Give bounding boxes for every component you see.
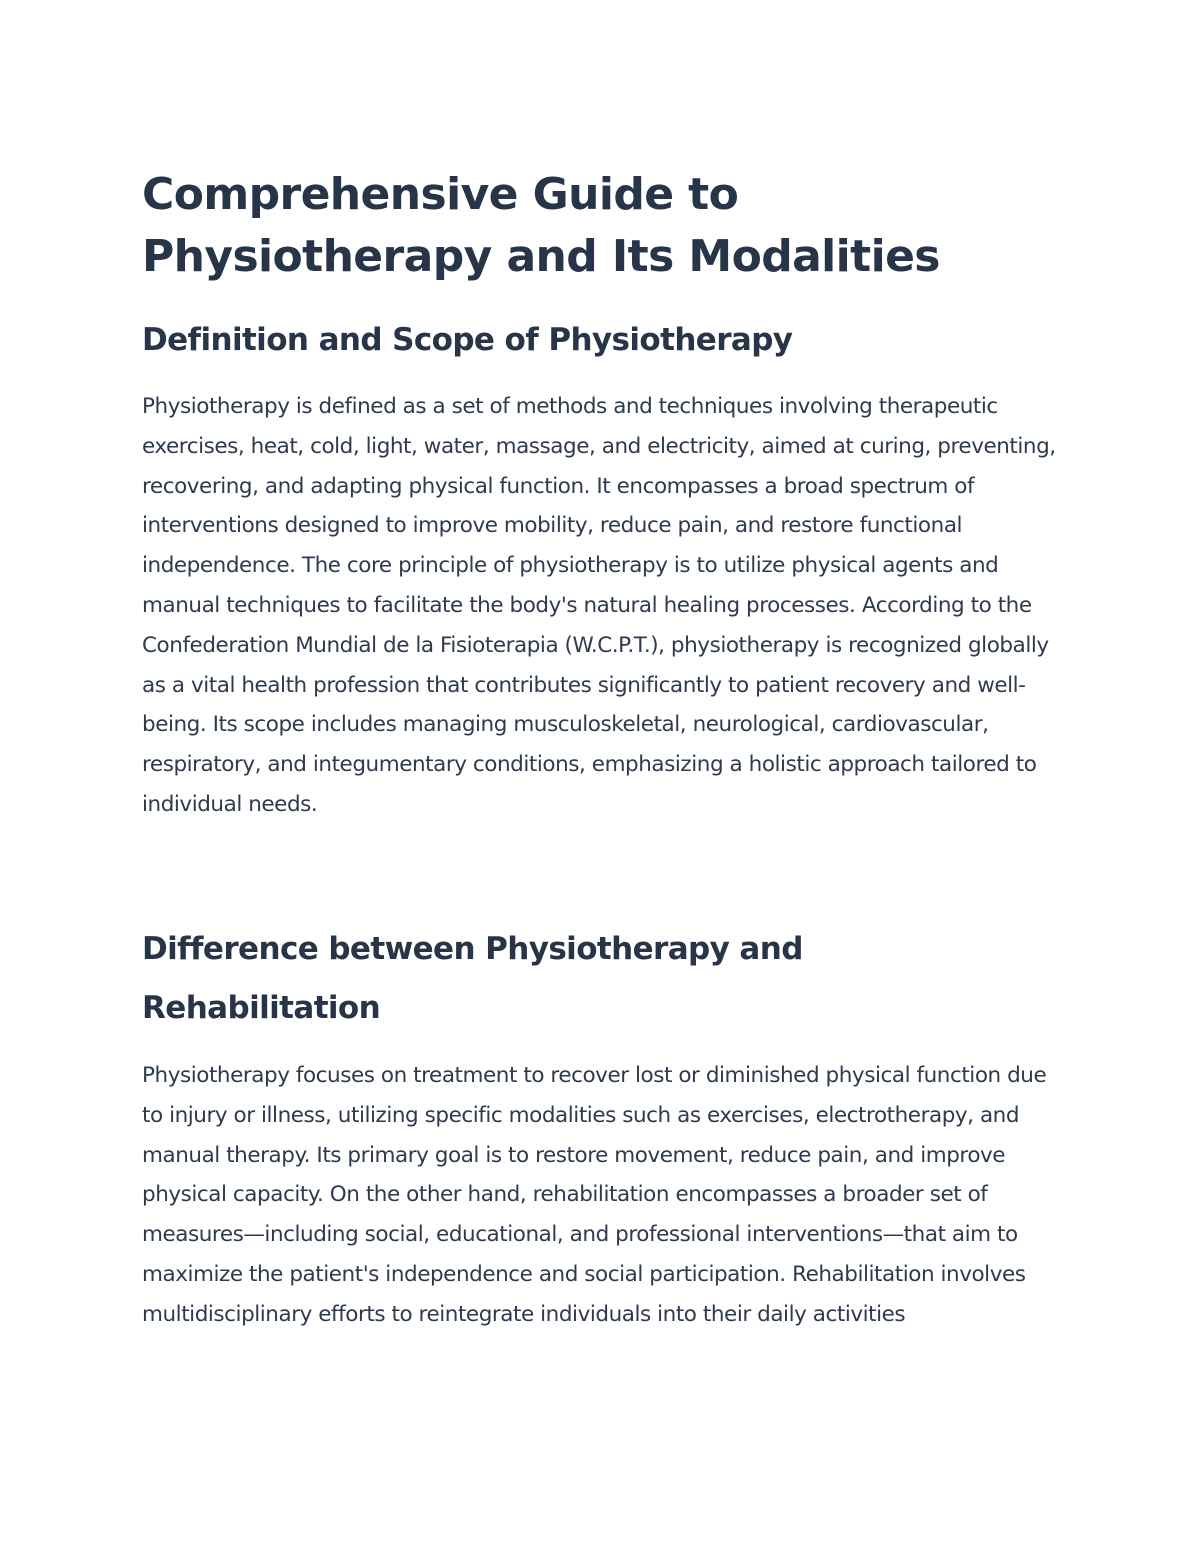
section-heading-difference: Difference between Physiotherapy and Rehabilitation: [142, 931, 803, 1026]
document-title: Comprehensive Guide to Physiotherapy and Its Modalities: [142, 169, 940, 282]
section-paragraph-difference: Physiotherapy focuses on treatment to recover lost or diminished physical function due to injury or illness, utilizing specific modalities such as exercises, electrotherapy, and manual therapy. Its primary goal is to restore movement, reduce pain, and improve physical capacity. On the other hand, rehabilitation encompasses a broader set of measures—including social, educational, and professional interventions—that aim to maximize the patient's independence and social participation. Rehabilitation involves multidisciplinary efforts to reintegrate individuals into their daily activities: [142, 1063, 1047, 1327]
section-paragraph-definition: Physiotherapy is defined as a set of methods and techniques involving therapeutic exercises, heat, cold, light, water, massage, and electricity, aimed at curing, preventing, recovering, and adapting physical function. It encompasses a broad spectrum of interventions designed to improve mobility, reduce pain, and restore functional independence. The core principle of physiotherapy is to utilize physical agents and manual techniques to facilitate the body's natural healing processes. According to the Confederation Mundial de la Fisioterapia (W.C.P.T.), physiotherapy is recognized globally as a vital health profession that contributes significantly to patient recovery and well-being. Its scope includes managing musculoskeletal, neurological, cardiovascular, respiratory, and integumentary conditions, emphasizing a holistic approach tailored to individual needs.: [142, 394, 1056, 817]
section-heading-definition: Definition and Scope of Physiotherapy: [142, 322, 793, 358]
